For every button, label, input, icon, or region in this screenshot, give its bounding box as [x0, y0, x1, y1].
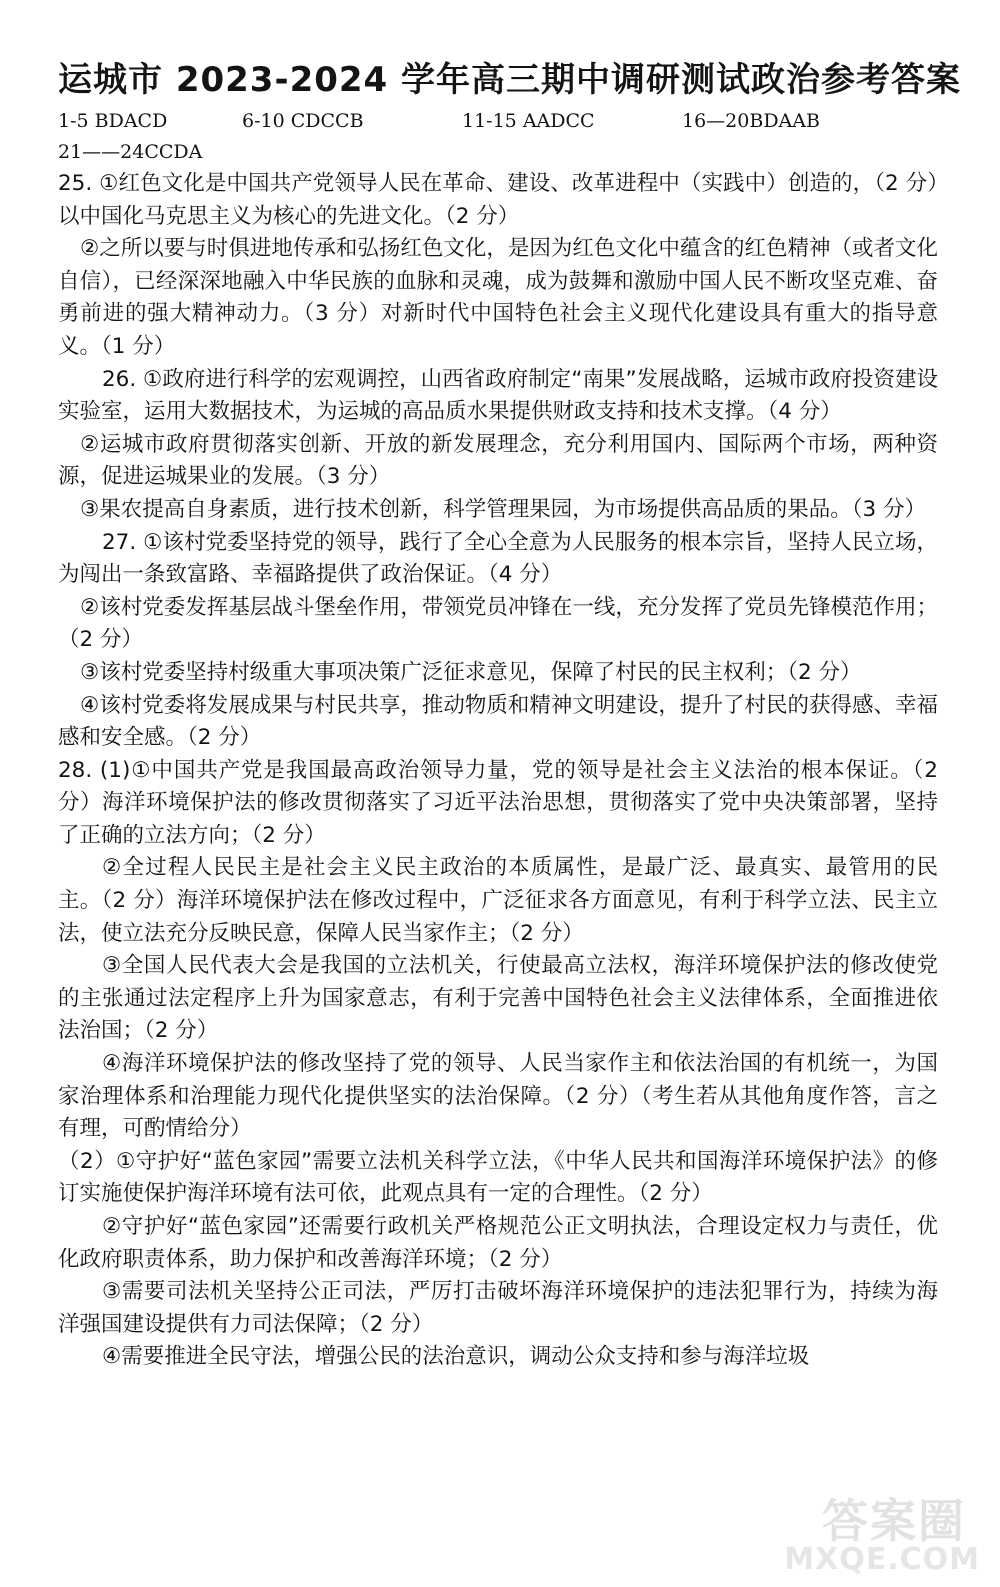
- q28-part1-point-3: ③全国人民代表大会是我国的立法机关，行使最高立法权，海洋环境保护法的修改使党的主张通过法定程序上升为国家意志，有利于完善中国特色社会主义法律体系，全面推进依法治国；（2 分）: [58, 953, 938, 1044]
- q26-point-1: 26. ①政府进行科学的宏观调控，山西省政府制定“南果”发展战略，运城市政府投资建设实验室，运用大数据技术，为运城的高品质水果提供财政支持和技术支撑。（4 分）: [58, 366, 938, 425]
- page-title: 运城市 2023-2024 学年高三期中调研测试政治参考答案: [58, 60, 962, 100]
- watermark-url: MXQE.COM: [784, 1542, 980, 1577]
- q25-point-2: ②之所以要与时俱进地传承和弘扬红色文化，是因为红色文化中蕴含的红色精神（或者文化自信），已经深深地融入中华民族的血脉和灵魂，成为鼓舞和激励中国人民不断攻坚克难、奋勇前进的强大精神动力。（3 分）对新时代中国特色社会主义现代化建设具有重大的指导意义。（1 分）: [58, 236, 938, 359]
- q28-part1-point-2: ②全过程人民民主是社会主义民主政治的本质属性，是最广泛、最真实、最管用的民主。（2 分）海洋环境保护法在修改过程中，广泛征求各方面意见，有利于科学立法、民主立法，使立法充分反映民意，保障人民当家作主；（2 分）: [58, 855, 938, 946]
- answer-group-16-20: 16—20BDAAB: [682, 110, 820, 132]
- watermark-logo: 答案圈: [822, 1494, 966, 1548]
- q28-part1-point-4: ④海洋环境保护法的修改坚持了党的领导、人民当家作主和依法治国的有机统一，为国家治理体系和治理能力现代化提供坚实的法治保障。（2 分）（考生若从其他角度作答，言之有理，可酌情给分）: [58, 1051, 938, 1142]
- answer-group-21-24: 21——24CCDA: [58, 141, 203, 163]
- answer-group-11-15: 11-15 AADCC: [462, 110, 595, 132]
- q27-point-4: ④该村党委将发展成果与村民共享，推动物质和精神文明建设，提升了村民的获得感、幸福感和安全感。（2 分）: [58, 692, 938, 751]
- q26-point-3: ③果农提高自身素质，进行技术创新，科学管理果园，为市场提供高品质的果品。（3 分）: [80, 496, 927, 522]
- q28-part2-point-1: （2）①守护好“蓝色家园”需要立法机关科学立法，《中华人民共和国海洋环境保护法》的修订实施使保护海洋环境有法可依，此观点具有一定的合理性。（2 分）: [58, 1148, 938, 1207]
- answer-body: [58, 168, 938, 1374]
- q28-part2-point-2: ②守护好“蓝色家园”还需要行政机关严格规范公正文明执法，合理设定权力与责任，优化政府职责体系，助力保护和改善海洋环境；（2 分）: [58, 1214, 938, 1272]
- q28-part2-point-3: ③需要司法机关坚持公正司法，严厉打击破坏海洋环境保护的违法犯罪行为，持续为海洋强国建设提供有力司法保障；（2 分）: [58, 1279, 938, 1337]
- site-watermark: [786, 1485, 986, 1577]
- answer-group-6-10: 6-10 CDCCB: [242, 110, 364, 132]
- q26-point-2: ②运城市政府贯彻落实创新、开放的新发展理念，充分利用国内、国际两个市场，两种资源，促进运城果业的发展。（3 分）: [58, 431, 938, 490]
- q28-part2-point-4: ④需要推进全民守法，增强公民的法治意识，调动公众支持和参与海洋垃圾: [102, 1344, 810, 1370]
- q27-point-3: ③该村党委坚持村级重大事项决策广泛征求意见，保障了村民的民主权利；（2 分）: [80, 659, 862, 685]
- q27-point-2: ②该村党委发挥基层战斗堡垒作用，带领党员冲锋在一线，充分发挥了党员先锋模范作用；（2 分）: [58, 594, 938, 653]
- q28-part1-point-1: 28. (1)①中国共产党是我国最高政治领导力量，党的领导是社会主义法治的根本保证。（2 分）海洋环境保护法的修改贯彻落实了习近平法治思想，贯彻落实了党中央决策部署，坚持了正确的立法方向；（2 分）: [58, 757, 938, 848]
- q27-point-1: 27. ①该村党委坚持党的领导，践行了全心全意为人民服务的根本宗旨，坚持人民立场，为闯出一条致富路、幸福路提供了政治保证。（4 分）: [58, 529, 938, 588]
- q25-point-1: 25. ①红色文化是中国共产党领导人民在革命、建设、改革进程中（实践中）创造的，（2 分）以中国化马克思主义为核心的先进文化。（2 分）: [58, 171, 938, 229]
- answer-group-1-5: 1-5 BDACD: [58, 110, 168, 132]
